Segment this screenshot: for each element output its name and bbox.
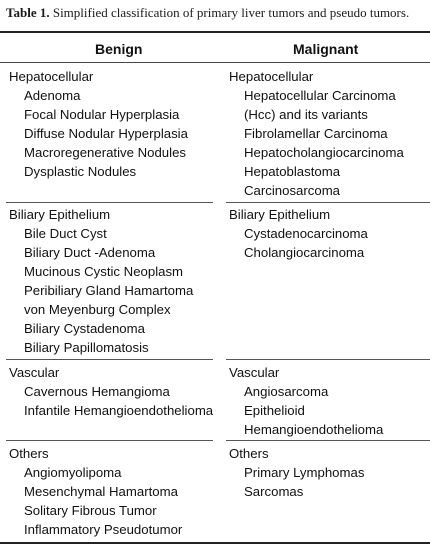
- tumor-item: Biliary Cystadenoma: [24, 321, 145, 336]
- tumor-item: Cholangiocarcinoma: [244, 245, 365, 260]
- table-top-rule: [0, 31, 430, 33]
- tumor-item: von Meyenburg Complex: [24, 302, 171, 317]
- column-header-malignant: Malignant: [293, 41, 359, 57]
- column-header-benign: Benign: [95, 41, 143, 57]
- tumor-item: Adenoma: [24, 88, 81, 103]
- table-caption: [6, 5, 430, 21]
- row-divider-malignant: [226, 202, 430, 203]
- tumor-item: Mesenchymal Hamartoma: [24, 484, 178, 499]
- tumor-item: Diffuse Nodular Hyperplasia: [24, 126, 188, 141]
- row-divider-benign: [6, 359, 213, 360]
- category-label: Biliary Epithelium: [229, 207, 331, 222]
- tumor-item: Angiomyolipoma: [24, 465, 122, 480]
- tumor-item: Focal Nodular Hyperplasia: [24, 107, 180, 122]
- tumor-item: Hepatocellular Carcinoma: [244, 88, 396, 103]
- tumor-item: Biliary Papillomatosis: [24, 340, 149, 355]
- category-label: Hepatocellular: [9, 69, 94, 84]
- row-divider-benign: [6, 202, 213, 203]
- table-caption-label: Table 1.: [6, 5, 50, 20]
- category-label: Vascular: [9, 365, 60, 380]
- benign-group-hepatocellular: [9, 67, 188, 181]
- malignant-group-vascular: [229, 363, 383, 439]
- category-label: Hepatocellular: [229, 69, 314, 84]
- tumor-item: Cavernous Hemangioma: [24, 384, 170, 399]
- tumor-item: Sarcomas: [244, 484, 304, 499]
- tumor-item: Biliary Duct -Adenoma: [24, 245, 156, 260]
- tumor-item: Fibrolamellar Carcinoma: [244, 126, 388, 141]
- row-divider-malignant: [226, 359, 430, 360]
- header-rule: [0, 62, 430, 63]
- tumor-item: Cystadenocarcinoma: [244, 226, 368, 241]
- tumor-item: Carcinosarcoma: [244, 183, 341, 198]
- row-divider-malignant: [226, 440, 430, 441]
- tumor-item: Peribiliary Gland Hamartoma: [24, 283, 194, 298]
- benign-group-vascular: [9, 363, 213, 420]
- tumor-item: Angiosarcoma: [244, 384, 329, 399]
- malignant-group-biliary: [229, 205, 368, 262]
- category-label: Biliary Epithelium: [9, 207, 111, 222]
- malignant-group-hepatocellular: [229, 67, 404, 200]
- tumor-item: Primary Lymphomas: [244, 465, 365, 480]
- tumor-item: Dysplastic Nodules: [24, 164, 137, 179]
- malignant-group-others: [229, 444, 364, 501]
- category-label: Others: [9, 446, 49, 461]
- tumor-item: Solitary Fibrous Tumor: [24, 503, 157, 518]
- tumor-item: Inflammatory Pseudotumor: [24, 522, 183, 537]
- tumor-item: Macroregenerative Nodules: [24, 145, 186, 160]
- tumor-item: Hepatoblastoma: [244, 164, 341, 179]
- tumor-item: Epithelioid: [244, 403, 305, 418]
- tumor-item: Bile Duct Cyst: [24, 226, 107, 241]
- tumor-item: Hemangioendothelioma: [244, 422, 384, 437]
- category-label: Others: [229, 446, 269, 461]
- tumor-item: Hepatocholangiocarcinoma: [244, 145, 404, 160]
- benign-group-biliary: [9, 205, 193, 357]
- tumor-item: Infantile Hemangioendothelioma: [24, 403, 214, 418]
- tumor-item: Mucinous Cystic Neoplasm: [24, 264, 184, 279]
- category-label: Vascular: [229, 365, 280, 380]
- row-divider-benign: [6, 440, 213, 441]
- tumor-item: (Hcc) and its variants: [244, 107, 368, 122]
- benign-group-others: [9, 444, 182, 539]
- table-caption-text: Simplified classification of primary liver tumors and pseudo tumors.: [49, 5, 410, 20]
